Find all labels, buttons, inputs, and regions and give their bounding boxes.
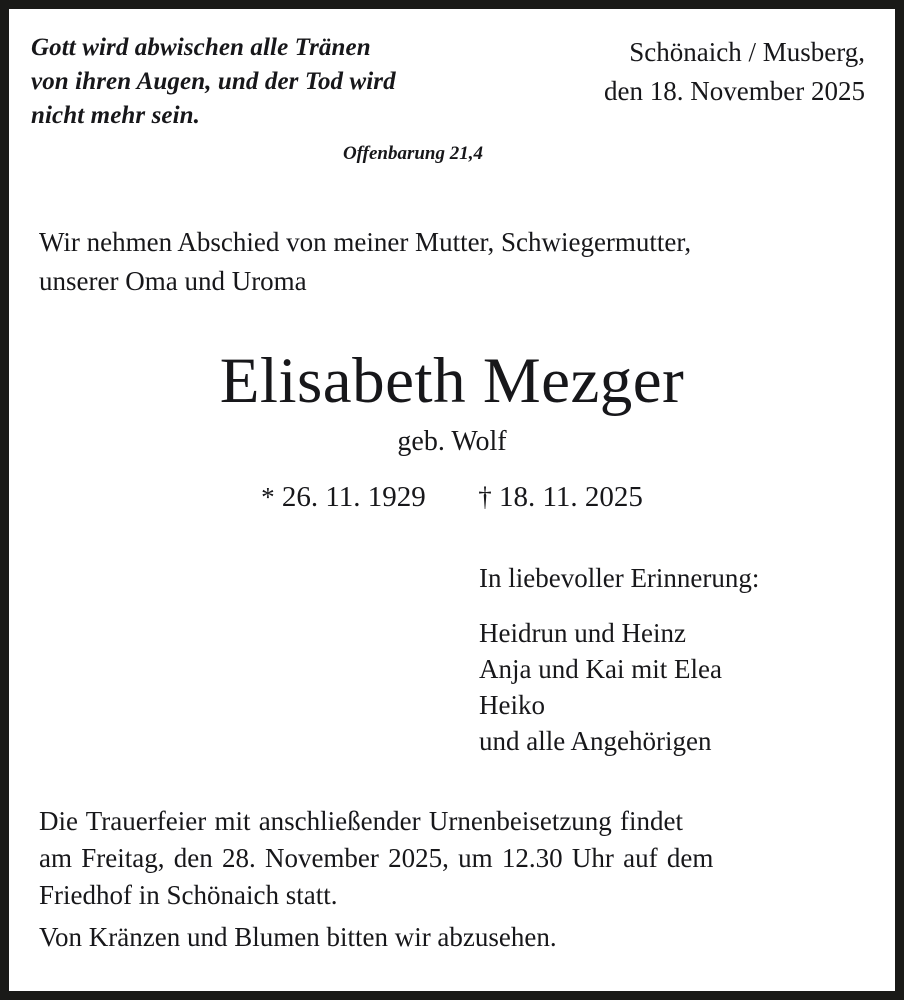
death-cross-icon: † <box>478 482 492 512</box>
bible-quote-block <box>31 31 501 167</box>
birth-date: 26. 11. 1929 <box>281 481 426 513</box>
maiden-name: geb. Wolf <box>397 426 507 457</box>
death-date: 18. 11. 2025 <box>499 481 643 513</box>
list-item: Anja und Kai mit Elea <box>479 654 722 684</box>
quote-line-3: nicht mehr sein. <box>31 102 200 129</box>
quote-line-1: Gott wird abwischen alle Tränen <box>31 34 371 61</box>
ceremony-line-2: am Freitag, den 28. November 2025, um 12.30 Uhr auf dem <box>39 843 714 873</box>
list-item: und alle Angehörigen <box>479 726 712 756</box>
memorial-heading: In liebevoller Erinnerung: <box>479 563 760 593</box>
flowers-note: Von Kränzen und Blumen bitten wir abzusehen. <box>39 922 557 952</box>
place-and-date <box>604 31 873 111</box>
quote-source: Offenbarung 21,4 <box>342 143 483 164</box>
survivors-list <box>479 596 873 759</box>
header-row <box>31 9 873 167</box>
flowers-note-block <box>39 914 873 956</box>
memorial-block <box>31 516 873 759</box>
list-item: Heiko <box>479 690 545 720</box>
ceremony-line-3: Friedhof in Schönaich statt. <box>39 880 338 910</box>
ceremony-line-1: Die Trauerfeier mit anschließender Urnenbeisetzung findet <box>39 806 684 836</box>
deceased-name: Elisabeth Mezger <box>219 345 685 417</box>
life-dates <box>31 460 873 516</box>
birth-star-icon: * <box>261 482 275 512</box>
deceased-name-block <box>31 301 873 460</box>
place-line: Schönaich / Musberg, <box>629 37 865 67</box>
intro-paragraph <box>31 167 873 301</box>
list-item: Heidrun und Heinz <box>479 618 686 648</box>
ceremony-paragraph <box>31 759 873 956</box>
intro-line-2: unserer Oma und Uroma <box>39 266 307 296</box>
quote-line-2: von ihren Augen, und der Tod wird <box>31 68 396 95</box>
date-line: den 18. November 2025 <box>604 76 865 106</box>
notice-content <box>9 9 895 991</box>
intro-line-1: Wir nehmen Abschied von meiner Mutter, Schwiegermutter, <box>39 227 692 257</box>
